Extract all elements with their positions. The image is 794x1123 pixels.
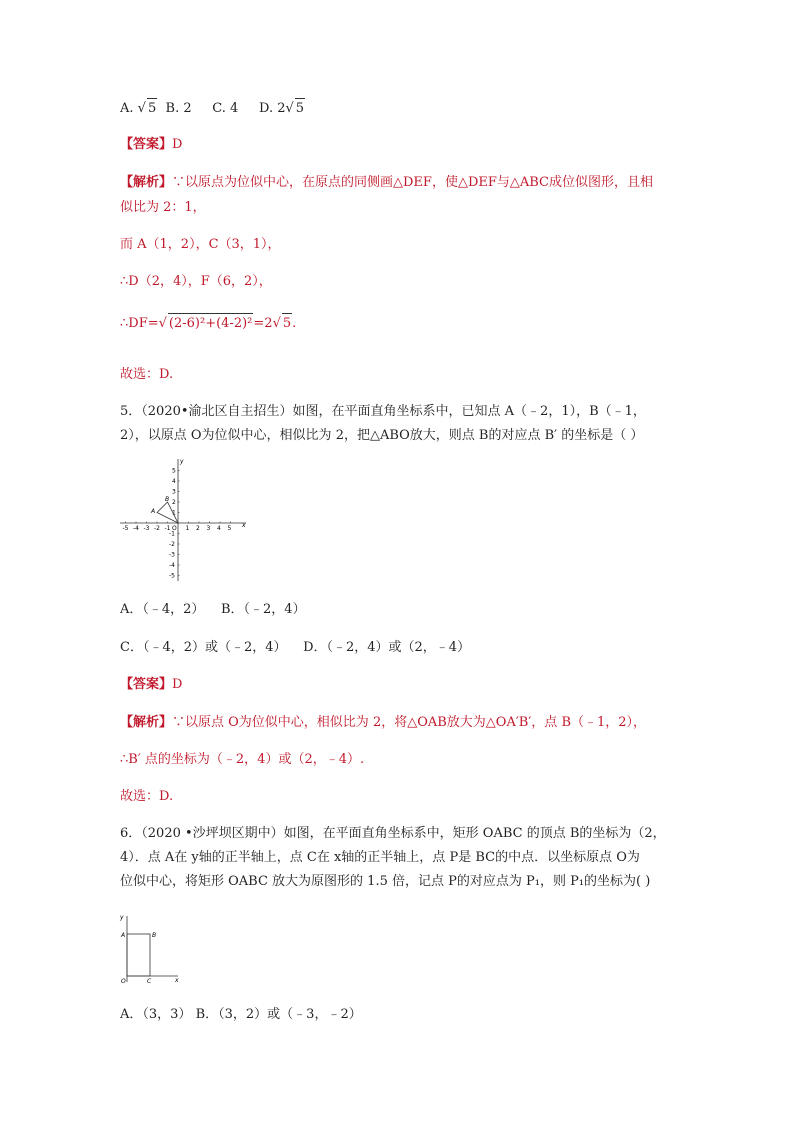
q4-option-b: B. 2 [165, 101, 192, 116]
distance-prefix: ∴DF= [120, 316, 159, 331]
analysis-text: ∵以原点 O为位似中心，相似比为 2，将△OAB放大为△OA′B′，点 B（﹣1，2）， [172, 715, 647, 730]
point-c-label: C [147, 978, 152, 985]
q5-figure [118, 455, 258, 585]
y-tick-label: -3 [169, 551, 175, 559]
q6-stem-line1: 6．（2020 •沙坪坝区期中）如图，在平面直角坐标系中，矩形 OABC 的顶点 B的坐标为（2， [120, 826, 666, 841]
y-tick-label: -5 [169, 572, 175, 580]
q4-option-d-prefix: D. 2 [258, 101, 286, 116]
q4-conclusion: 故选：D. [120, 367, 174, 382]
q4-analysis-line5 [120, 313, 296, 334]
q5-option-d: D．（﹣2，4）或（2，﹣4） [303, 640, 471, 655]
q4-option-a-sqrt: √ 5 [138, 98, 158, 119]
q4-analysis-line1 [120, 173, 653, 193]
point-b-label: B [165, 496, 170, 503]
distance-sqrt: √ (2-6)²+(4-2)² [159, 313, 254, 334]
x-tick-label: 3 [206, 525, 211, 532]
q5-options-row1 [120, 600, 306, 620]
q4-answer [120, 135, 182, 155]
x-tick-label: 1 [185, 525, 190, 532]
q6-options-row1 [120, 1005, 362, 1025]
q6-option-b: B．（3，2）或（﹣3，﹣2） [195, 1007, 362, 1022]
q4-analysis-line4: ∴D（2，4），F（6，2）， [120, 274, 272, 289]
q5-options-row2 [120, 638, 470, 658]
answer-value: D [172, 677, 183, 692]
q6-stem-line2: 4）．点 A在 y轴的正半轴上，点 C在 x轴的正半轴上，点 P是 BC的中点．以坐标原点 O为 [120, 850, 640, 865]
answer-value: D [172, 137, 183, 152]
analysis-label: 【解析】 [120, 715, 173, 730]
distance-result: =2 [253, 316, 273, 331]
q4-option-a-prefix: A. [120, 101, 134, 116]
origin-label: O [172, 525, 177, 532]
q5-stem-line1: 5．（2020•渝北区自主招生）如图，在平面直角坐标系中，已知点 A（﹣2，1），B（﹣1， [120, 404, 646, 419]
x-tick-label: -1 [164, 525, 171, 532]
point-o-label: O [121, 978, 126, 985]
x-tick-label: -4 [133, 525, 139, 532]
x-tick-label: -5 [122, 525, 129, 532]
q4-analysis-line2: 似比为 2：1， [120, 200, 206, 215]
q5-analysis-line1 [120, 713, 646, 733]
point-b-label: B [152, 932, 157, 939]
answer-label: 【答案】 [120, 137, 173, 152]
q4-options [120, 98, 305, 119]
x-axis-label: x [175, 977, 179, 984]
y-tick-label: -1 [169, 530, 175, 538]
q6-stem-line3: 位似中心，将矩形 OABC 放大为原图形的 1.5 倍，记点 P的对应点为 P₁，则 P₁的坐标为( ) [120, 874, 651, 889]
q5-conclusion: 故选：D. [120, 789, 174, 804]
q5-option-c: C．（﹣4，2）或（﹣2，4） [120, 640, 287, 655]
q6-option-a: A．（3，3） [120, 1007, 192, 1022]
x-tick-label: -2 [154, 525, 160, 532]
distance-result-sqrt: √ 5 [273, 313, 293, 334]
q4-option-d-sqrt: √ 5 [285, 98, 305, 119]
analysis-text: ∵以原点为位似中心，在原点的同侧画△DEF，使△DEF与△ABC成位似图形，且相 [172, 175, 654, 190]
distance-end: . [292, 316, 297, 331]
y-tick-label: 1 [172, 509, 176, 517]
q5-option-a: A．（﹣4，2） [120, 602, 205, 617]
q5-answer [120, 675, 182, 695]
q6-figure [118, 912, 188, 987]
y-axis-label: y [180, 458, 184, 465]
point-a-label: A [151, 508, 156, 515]
answer-label: 【答案】 [120, 677, 173, 692]
x-axis-label: x [242, 522, 246, 529]
x-tick-label: 5 [227, 525, 232, 532]
y-tick-label: -4 [169, 562, 175, 569]
y-tick-label: 2 [172, 499, 176, 506]
x-tick-label: 4 [217, 525, 221, 532]
y-tick-label: 5 [172, 467, 176, 475]
y-tick-label: 4 [172, 478, 176, 485]
q5-analysis-line2: ∴B′ 点的坐标为（﹣2，4）或（2，﹣4）. [120, 752, 365, 767]
x-tick-label: 2 [196, 525, 200, 532]
y-tick-label: 3 [172, 488, 176, 496]
q4-analysis-line3: 而 A（1，2），C（3，1）， [120, 237, 281, 252]
q5-option-b: B．（﹣2，4） [220, 602, 306, 617]
analysis-label: 【解析】 [120, 175, 173, 190]
x-tick-label: -3 [143, 525, 150, 532]
y-tick-label: -2 [169, 541, 175, 548]
point-a-label: A [121, 932, 126, 939]
y-axis-label: y [120, 914, 124, 921]
rectangle-oabc [127, 934, 150, 976]
q4-option-c: C. 4 [212, 101, 239, 116]
q5-stem-line2: 2），以原点 O为位似中心，相似比为 2，把△ABO放大，则点 B的对应点 B′ 的坐标是（ ） [120, 428, 644, 443]
